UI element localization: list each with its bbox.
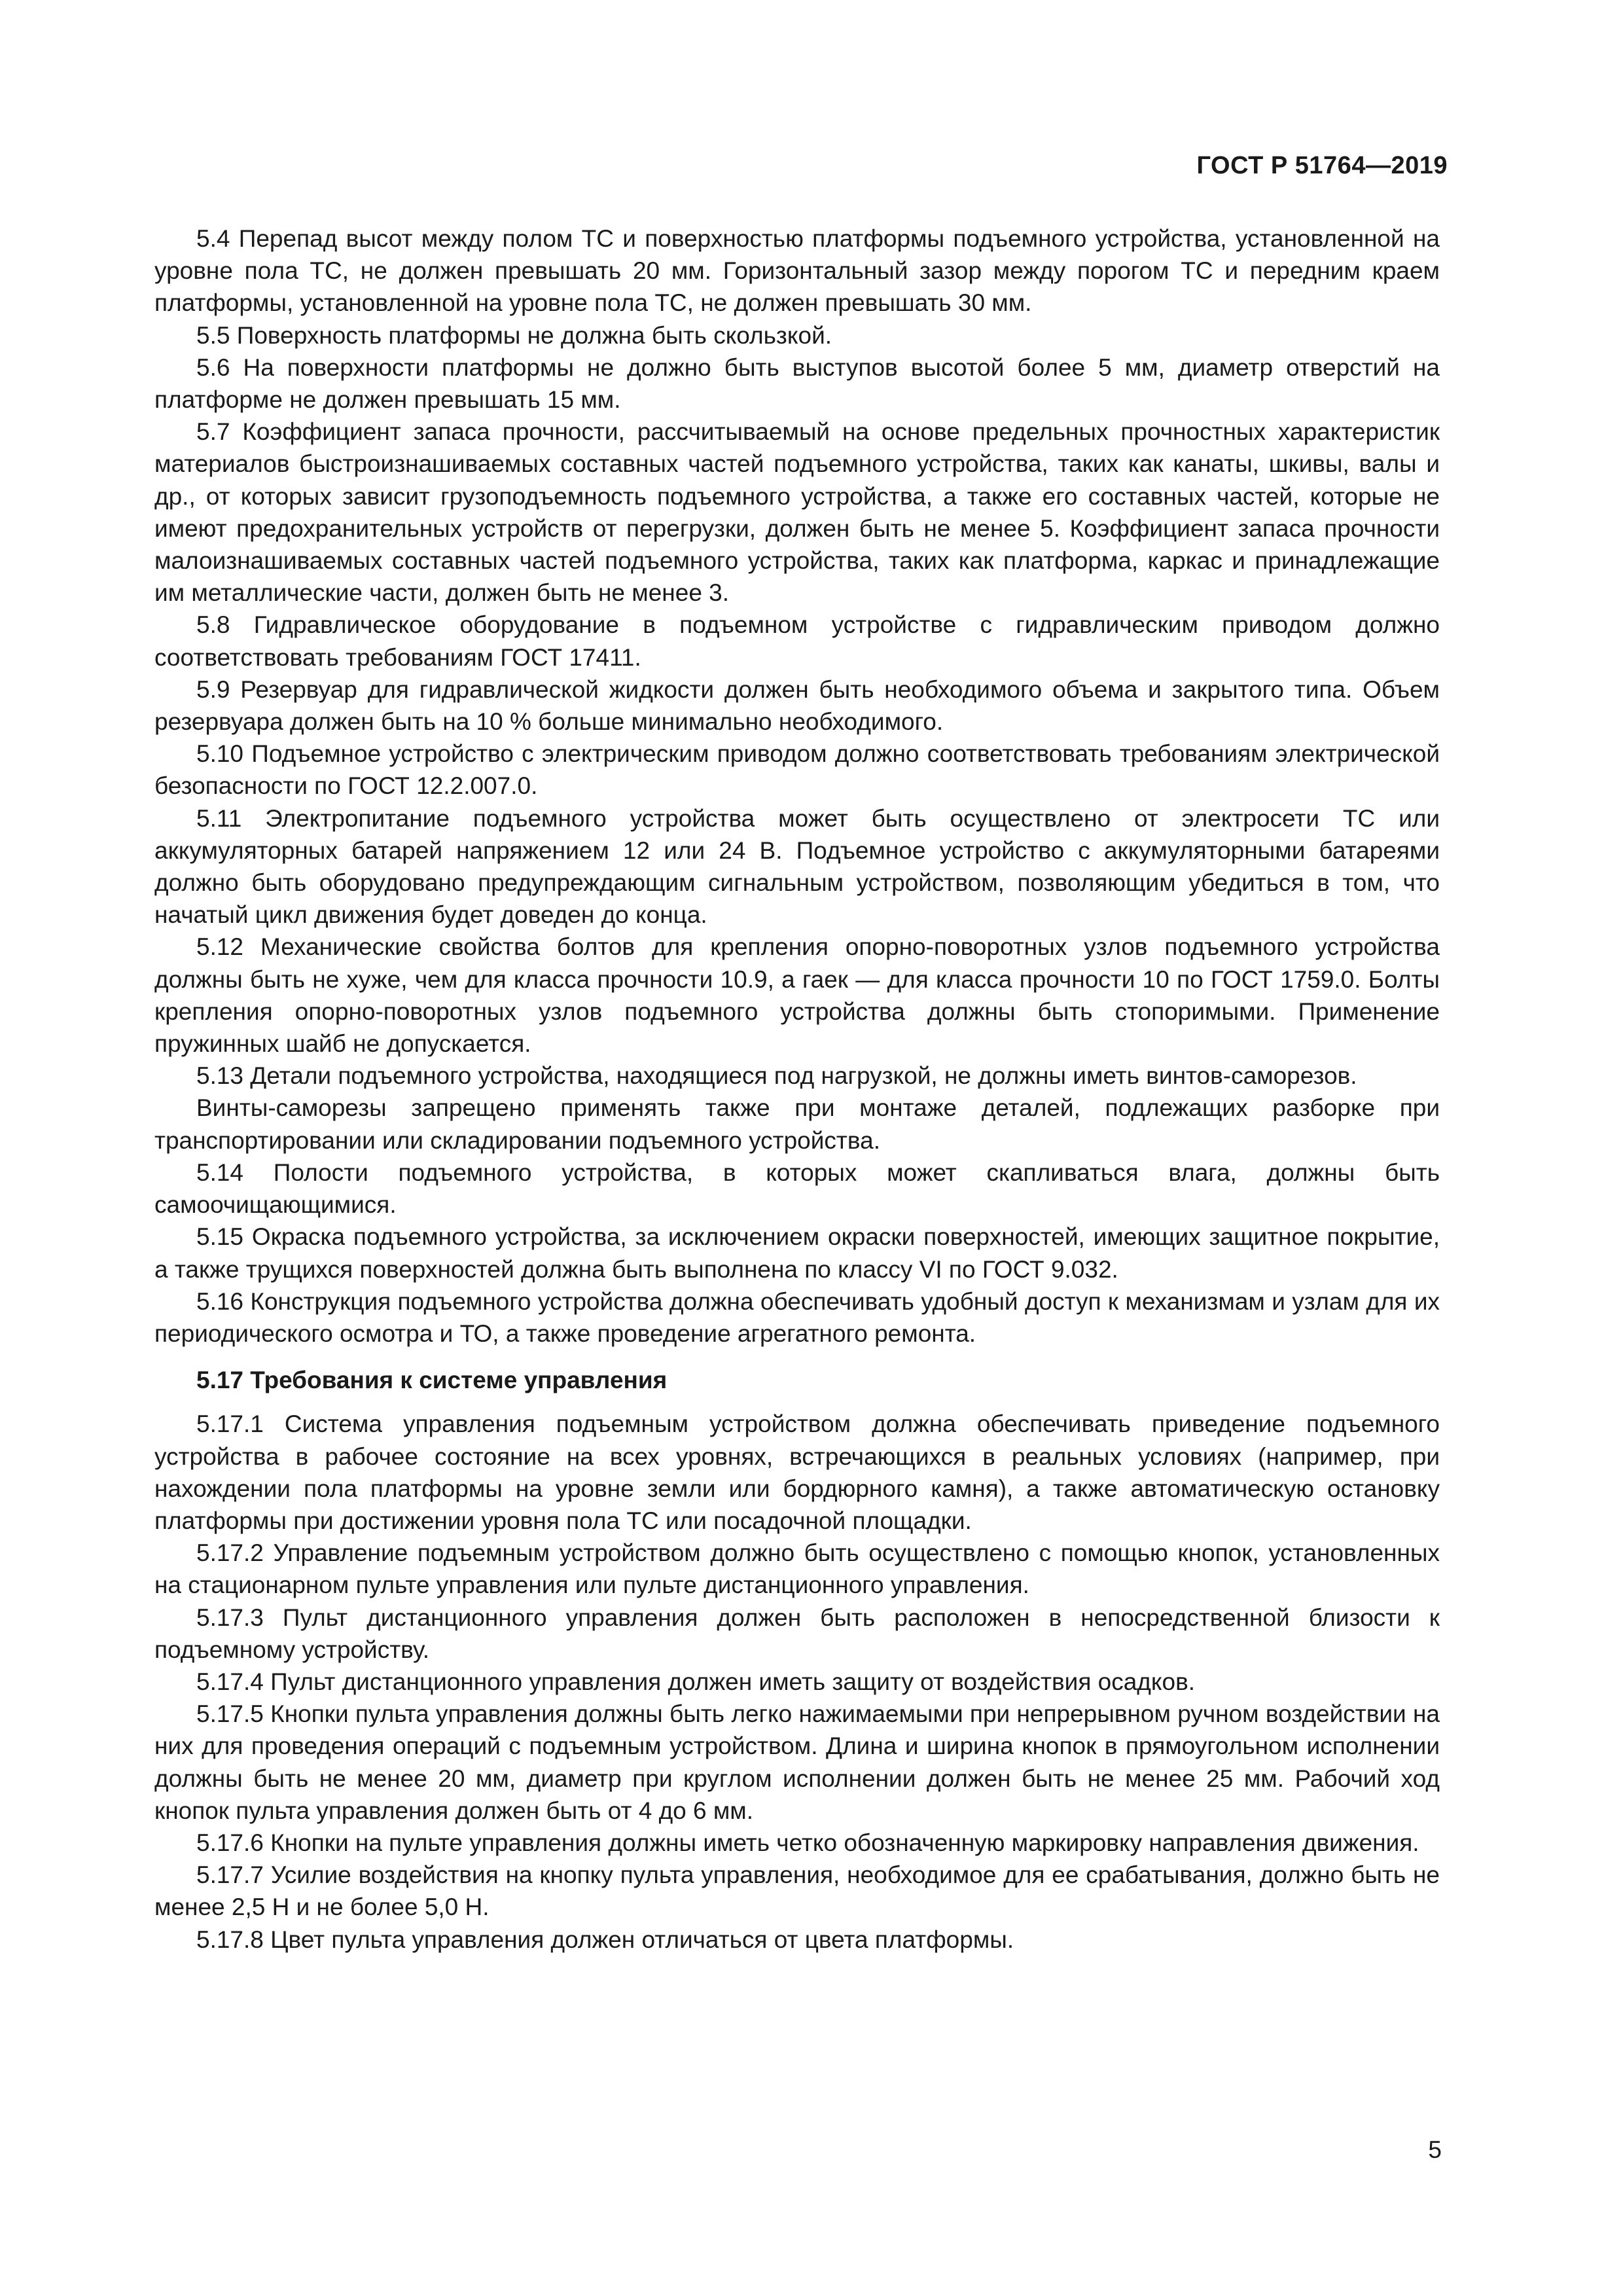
paragraph-number: 5.11 [196, 804, 242, 832]
paragraph-text: Механические свойства болтов для крепления опорно-поворотных узлов подъемного устройства должны быть не хуже, чем для класса прочности 10.9, а гаек — для класса прочности 10 по ГОСТ 1759.0. Болты крепления опорно-поворотных узлов подъемного устройства должны быть стопоримыми. Применение пружинных шайб не допускается. [154, 933, 1440, 1058]
paragraph-number: 5.9 [196, 675, 230, 703]
paragraph-5-14 [154, 1157, 1440, 1221]
page-number: 5 [1428, 2136, 1442, 2163]
paragraph-text: Подъемное устройство с электрическим приводом должно соответствовать требованиям электрической безопасности по ГОСТ 12.2.007.0. [154, 740, 1440, 800]
paragraph-5-5 [154, 319, 1440, 351]
paragraph-number: 5.17.1 [196, 1410, 264, 1438]
paragraph-text: Электропитание подъемного устройства может быть осуществлено от электросети ТС или аккумуляторных батарей напряжением 12 или 24 В. Подъемное устройство с аккумуляторными батареями должно быть оборудовано предупреждающим сигнальным устройством, позволяющим убедиться в том, что начатый цикл движения будет доведен до конца. [154, 804, 1440, 929]
paragraph-5-17-4 [154, 1666, 1440, 1698]
paragraph-5-8 [154, 609, 1440, 673]
paragraph-number: 5.14 [196, 1158, 244, 1186]
paragraph-number: 5.15 [196, 1223, 244, 1251]
paragraph-number: 5.6 [196, 353, 230, 381]
paragraph-text: На поверхности платформы не должно быть выступов высотой более 5 мм, диаметр отверстий на платформе не должен превышать 15 мм. [154, 353, 1440, 414]
paragraph-text: Кнопки на пульте управления должны иметь четко обозначенную маркировку направления движения. [270, 1829, 1419, 1856]
paragraph-5-17-7 [154, 1859, 1440, 1923]
paragraph-number: 5.16 [196, 1287, 244, 1315]
paragraph-number: 5.17.3 [196, 1604, 264, 1631]
paragraph-text: Усилие воздействия на кнопку пульта управления, необходимое для ее срабатывания, должно быть не менее 2,5 Н и не более 5,0 Н. [154, 1861, 1440, 1921]
paragraph-text: Полости подъемного устройства, в которых может скапливаться влага, должны быть самоочищающимися. [154, 1158, 1440, 1219]
paragraph-text: Гидравлическое оборудование в подъемном устройстве с гидравлическим приводом должно соответствовать требованиям ГОСТ 17411. [154, 611, 1440, 671]
standard-header: ГОСТ Р 51764—2019 [1196, 152, 1448, 179]
paragraph-text: Резервуар для гидравлической жидкости должен быть необходимого объема и закрытого типа. Объем резервуара должен быть на 10 % больше минимально необходимого. [154, 675, 1440, 736]
paragraph-text: Пульт дистанционного управления должен иметь защиту от воздействия осадков. [270, 1668, 1196, 1695]
paragraph-text: Перепад высот между полом ТС и поверхностью платформы подъемного устройства, установленной на уровне пола ТС, не должен превышать 20 мм. Горизонтальный зазор между порогом ТС и передним краем платформы, установленной на уровне пола ТС, не должен превышать 30 мм. [154, 225, 1440, 317]
paragraph-number: 5.17.2 [196, 1539, 264, 1567]
paragraph-text: Цвет пульта управления должен отличаться от цвета платформы. [270, 1926, 1014, 1953]
paragraph-text: Поверхность платформы не должна быть скользкой. [236, 321, 832, 349]
paragraph-text: Винты-саморезы запрещено применять также при монтаже деталей, подлежащих разборке при транспортировании или складировании подъемного устройства. [154, 1094, 1440, 1154]
paragraph-5-17-8 [154, 1924, 1440, 1956]
paragraph-number: 5.17.6 [196, 1829, 264, 1856]
paragraph-number: 5.10 [196, 740, 244, 768]
paragraph-5-10 [154, 738, 1440, 802]
paragraph-5-12 [154, 931, 1440, 1060]
paragraph-text: Детали подъемного устройства, находящиеся под нагрузкой, не должны иметь винтов-саморезов. [250, 1062, 1357, 1090]
paragraph-text: Окраска подъемного устройства, за исключением окраски поверхностей, имеющих защитное покрытие, а также трущихся поверхностей должна быть выполнена по классу VI по ГОСТ 9.032. [154, 1223, 1440, 1283]
paragraph-5-11 [154, 802, 1440, 931]
paragraph-number: 5.7 [196, 418, 230, 446]
paragraph-number: 5.12 [196, 933, 244, 961]
paragraph-5-6 [154, 351, 1440, 416]
paragraph-number: 5.17.8 [196, 1926, 264, 1953]
paragraph-number: 5.17.7 [196, 1861, 264, 1889]
paragraph-5-15 [154, 1221, 1440, 1285]
paragraph-5-17-5 [154, 1698, 1440, 1827]
paragraph-5-17-6 [154, 1827, 1440, 1859]
paragraph-5-17-2 [154, 1537, 1440, 1601]
paragraph-5-9 [154, 673, 1440, 738]
paragraph-text: Система управления подъемным устройством должна обеспечивать приведение подъемного устройства в рабочее состояние на всех уровнях, встречающихся в реальных условиях (например, при нахождении пола платформы на уровне земли или бордюрного камня), а также автоматическую остановку платформы при достижении уровня пола ТС или посадочной площадки. [154, 1410, 1440, 1534]
paragraph-number: 5.8 [196, 611, 230, 639]
paragraph-5-4 [154, 223, 1440, 319]
paragraph-number: 5.13 [196, 1062, 244, 1090]
paragraph-5-7 [154, 416, 1440, 609]
paragraph-5-17-3 [154, 1602, 1440, 1666]
paragraph-5-16 [154, 1285, 1440, 1350]
paragraph-5-13 [154, 1060, 1440, 1092]
paragraph-number: 5.17.4 [196, 1668, 264, 1695]
paragraph-text: Кнопки пульта управления должны быть легко нажимаемыми при непрерывном ручном воздействии на них для проведения операций с подъемным устройством. Длина и ширина кнопок в прямоугольном исполнении должны быть не менее 20 мм, диаметр при круглом исполнении должен быть не менее 25 мм. Рабочий ход кнопок пульта управления должен быть от 4 до 6 мм. [154, 1700, 1440, 1824]
paragraph-number: 5.4 [196, 225, 230, 252]
section-heading: 5.17 Требования к системе управления [196, 1367, 668, 1394]
paragraph-text: Конструкция подъемного устройства должна обеспечивать удобный доступ к механизмам и узлам для их периодического осмотра и ТО, а также проведение агрегатного ремонта. [154, 1287, 1440, 1347]
paragraph-number: 5.17.5 [196, 1700, 264, 1728]
paragraph-text: Пульт дистанционного управления должен быть расположен в непосредственной близости к подъемному устройству. [154, 1604, 1440, 1663]
paragraph-number: 5.5 [196, 321, 230, 349]
document-body [154, 223, 1440, 1956]
paragraph-text: Управление подъемным устройством должно быть осуществлено с помощью кнопок, установленных на стационарном пульте управления или пульте дистанционного управления. [154, 1539, 1440, 1599]
paragraph-5-17-1 [154, 1408, 1440, 1537]
paragraph-text: Коэффициент запаса прочности, рассчитываемый на основе предельных прочностных характеристик материалов быстроизнашиваемых составных частей подъемного устройства, таких как канаты, шкивы, валы и др., от которых зависит грузоподъемность подъемного устройства, а также его составных частей, которые не имеют предохранительных устройств от перегрузки, должен быть не менее 5. Коэффициент запаса прочности малоизнашиваемых составных частей подъемного устройства, таких как платформа, каркас и принадлежащие им металлические части, должен быть не менее 3. [154, 418, 1440, 607]
paragraph-5-13-continuation [154, 1092, 1440, 1156]
